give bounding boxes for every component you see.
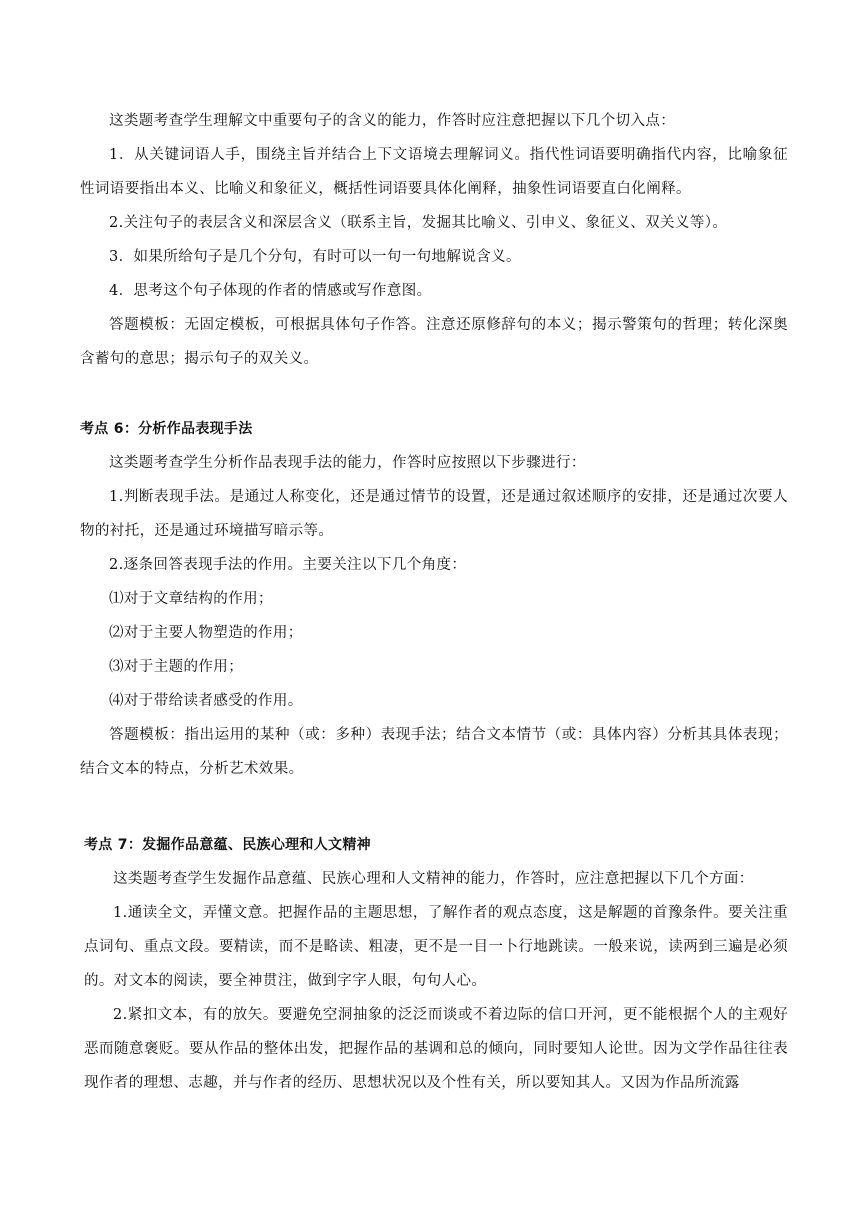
section1-intro: 这类题考查学生理解文中重要句子的含义的能力，作答时应注意把握以下几个切入点：: [109, 113, 676, 129]
section-work-connotation: [84, 828, 788, 1100]
section2-sub-item-1: ⑴对于文章结构的作用；: [109, 591, 273, 607]
section-sentence-meaning: [80, 104, 788, 376]
section3-item-1: 1.通读全文，弄懂文意。把握作品的主题思想，了解作者的观点态度，这是解题的首豫条件。要关注重点词句、重点文段。要精读，而不是略读、粗凄，更不是一目一卜行地跳读。一般来说，读两到三遍是必须的。对文本的阅读，要全神贯注，做到字字人眼，句句人心。: [84, 905, 788, 989]
section2-sub-item-3: ⑶对于主题的作用；: [109, 659, 244, 675]
section-expression-techniques: [80, 412, 788, 786]
section1-item-4: 4．思考这个句子体现的作者的情感或写作意图。: [109, 283, 432, 299]
section1-item-2: 2.关注句子的表层含义和深层含义（联系主旨，发掘其比喻义、引申义、象征义、双关义等）。: [109, 215, 728, 231]
section2-step-1: 1.判断表现手法。是通过人称变化，还是通过情节的设置，还是通过叙述顺序的安排，还是通过次要人物的衬托，还是通过环境描写暗示等。: [80, 489, 788, 539]
section1-item-3: 3．如果所给句子是几个分句，有时可以一句一句地解说含义。: [109, 249, 521, 265]
section3-heading: 考点 7：发掘作品意蕴、民族心理和人文精神: [84, 837, 371, 853]
section2-intro: 这类题考查学生分析作品表现手法的能力，作答时应按照以下步骤进行：: [109, 455, 586, 471]
section2-heading: 考点 6：分析作品表现手法: [80, 421, 253, 437]
section2-sub-item-4: ⑷对于带给读者感受的作用。: [109, 693, 303, 709]
section1-answer-template: 答题模板：无固定模板，可根据具体句子作答。注意还原修辞句的本义；揭示警策句的哲理；转化深奥含蓄句的意思；揭示句子的双关义。: [80, 317, 788, 367]
section2-step-2: 2.逐条回答表现手法的作用。主要关注以下几个角度：: [109, 557, 467, 573]
section1-item-1: 1．从关键词语人手，围绕主旨并结合上下文语境去理解词义。指代性词语要明确指代内容，比喻象征性词语要指出本义、比喻义和象征义，概括性词语要具体化阐释，抽象性词语要直白化阐释。: [80, 147, 788, 197]
section3-intro: 这类题考查学生发掘作品意蕴、民族心理和人文精神的能力，作答时，应注意把握以下几个方面：: [113, 871, 754, 887]
section3-item-2: 2.紧扣文本，有的放矢。要避免空洞抽象的泛泛而谈或不着边际的信口开河，更不能根据个人的主观好恶而随意褒贬。要从作品的整体出发，把握作品的基调和总的倾向，同时要知人论世。因为文学作品往往表现作者的理想、志趣，并与作者的经历、思想状况以及个性有关，所以要知其人。又因为作品所流露: [84, 1007, 788, 1091]
section2-answer-template: 答题模板：指出运用的某种（或：多种）表现手法；结合文本情节（或：具体内容）分析其具体表现；结合文本的特点，分析艺术效果。: [80, 727, 788, 777]
section2-sub-item-2: ⑵对于主要人物塑造的作用；: [109, 625, 303, 641]
